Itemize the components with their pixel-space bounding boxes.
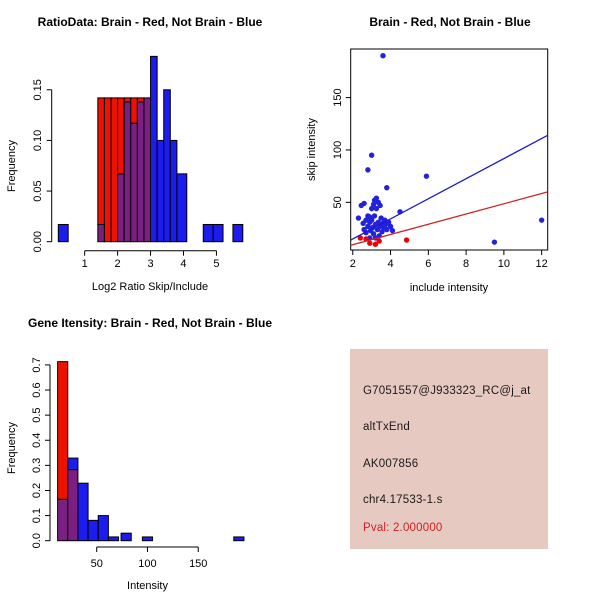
hist-bar-segment [164,90,171,242]
hist-bar-segment [121,533,131,541]
x-axis-label: include intensity [409,282,489,294]
y-tick-label: 0.7 [31,357,43,373]
y-tick-label: 150 [332,88,344,107]
x-tick-label: 4 [180,258,187,270]
scatter-point-not-brain [361,201,366,206]
hist-bar-segment [58,224,68,241]
hist-bar-segment [137,98,144,102]
panel-title: RatioData: Brain - Red, Not Brain - Blue [37,15,263,29]
x-axis-label: Intensity [127,580,168,592]
pval-text: Pval: 2.000000 [363,522,443,534]
x-tick-label: 10 [497,258,511,270]
y-axis-label: Frequency [6,422,18,474]
y-axis-label: Frequency [6,140,18,192]
x-tick-label: 50 [90,558,103,570]
hist-bar-segment [118,174,125,242]
y-axis-label: skip intensity [306,118,318,181]
scatter-point-not-brain [492,239,497,244]
x-tick-label: 1 [81,258,88,270]
y-tick-label: 0.2 [31,482,43,499]
hist-bar-segment [131,98,138,123]
x-tick-label: 150 [189,558,208,570]
y-tick-label: 0.00 [32,230,44,253]
y-tick-label: 0.10 [32,129,44,152]
scatter-point-brain [367,240,372,245]
y-tick-label: 0.05 [32,180,44,202]
x-tick-label: 5 [213,258,220,270]
scatter-point-not-brain [367,214,372,219]
hist-bar-segment [151,56,158,241]
accession-text: AK007856 [363,458,419,470]
y-tick-label: 0.15 [32,79,44,101]
panel-title: Brain - Red, Not Brain - Blue [369,15,531,29]
hist-bar-segment [98,516,108,541]
hist-bar-segment [68,458,78,470]
hist-bar-segment [88,520,98,540]
y-tick-label: 0.5 [31,407,43,423]
y-tick-label: 0.0 [31,533,43,549]
hist-bar-segment [142,537,152,541]
x-tick-label: 100 [138,558,157,570]
scatter-point-not-brain [424,173,429,178]
scatter-point-brain [377,238,382,243]
hist-bar-segment [213,224,223,241]
y-tick-label: 50 [332,196,344,209]
hist-bar-segment [58,499,68,540]
ratio-histogram-panel [0,0,300,300]
hist-bar-segment [104,98,111,242]
y-tick-label: 0.1 [31,507,43,524]
x-tick-label: 2 [349,258,356,270]
hist-bar-segment [157,140,164,241]
hist-bar-segment [233,224,243,241]
hist-bar-segment [234,537,244,541]
hist-bar-segment [177,174,187,242]
scatter-point-not-brain [377,203,382,208]
hist-bar-segment [98,98,105,225]
scatter-point-not-brain [372,213,377,218]
x-tick-label: 8 [463,258,470,270]
regression-line-not-brain-fit [351,135,548,240]
hist-bar-segment [131,123,138,241]
hist-bar-segment [144,98,151,242]
scatter-point-not-brain [356,215,361,220]
y-tick-label: 0.4 [31,432,43,448]
probe-id-text: G7051557@J933323_RC@j_at [363,385,531,397]
hist-bar-segment [124,102,131,242]
hist-bar-segment [98,224,105,241]
scatter-point-brain [404,237,409,242]
hist-bar-segment [111,98,118,242]
hist-bar-segment [68,470,78,541]
scatter-point-not-brain [390,228,395,233]
x-axis-label: Log2 Ratio Skip/Include [91,281,209,293]
intensity-scatter-panel [300,0,600,300]
hist-bar-segment [58,362,68,500]
x-tick-label: 6 [425,258,432,270]
panel-title: Gene Itensity: Brain - Red, Not Brain - Blue [27,316,273,330]
gene-intensity-histogram-panel [0,300,300,600]
hist-bar-segment [124,98,131,102]
hist-bar-segment [78,483,88,541]
x-tick-label: 2 [114,258,121,270]
y-tick-label: 100 [332,140,344,160]
hist-bar-segment [118,98,125,174]
event-type-text: altTxEnd [363,421,410,433]
scatter-point-not-brain [380,53,385,58]
location-text: chr4.17533-1.s [363,494,443,506]
hist-bar-segment [137,102,144,242]
y-tick-label: 0.3 [31,457,43,474]
scatter-point-not-brain [384,185,389,190]
x-tick-label: 3 [147,258,154,270]
y-tick-label: 0.6 [31,382,43,398]
hist-bar-segment [108,537,118,541]
gene-info-panel [350,349,548,549]
scatter-point-not-brain [365,167,370,172]
x-tick-label: 12 [535,258,548,270]
hist-bar-segment [170,140,177,241]
x-tick-label: 4 [387,258,394,270]
scatter-point-not-brain [369,153,374,158]
scatter-point-not-brain [539,217,544,222]
hist-bar-segment [203,224,213,241]
